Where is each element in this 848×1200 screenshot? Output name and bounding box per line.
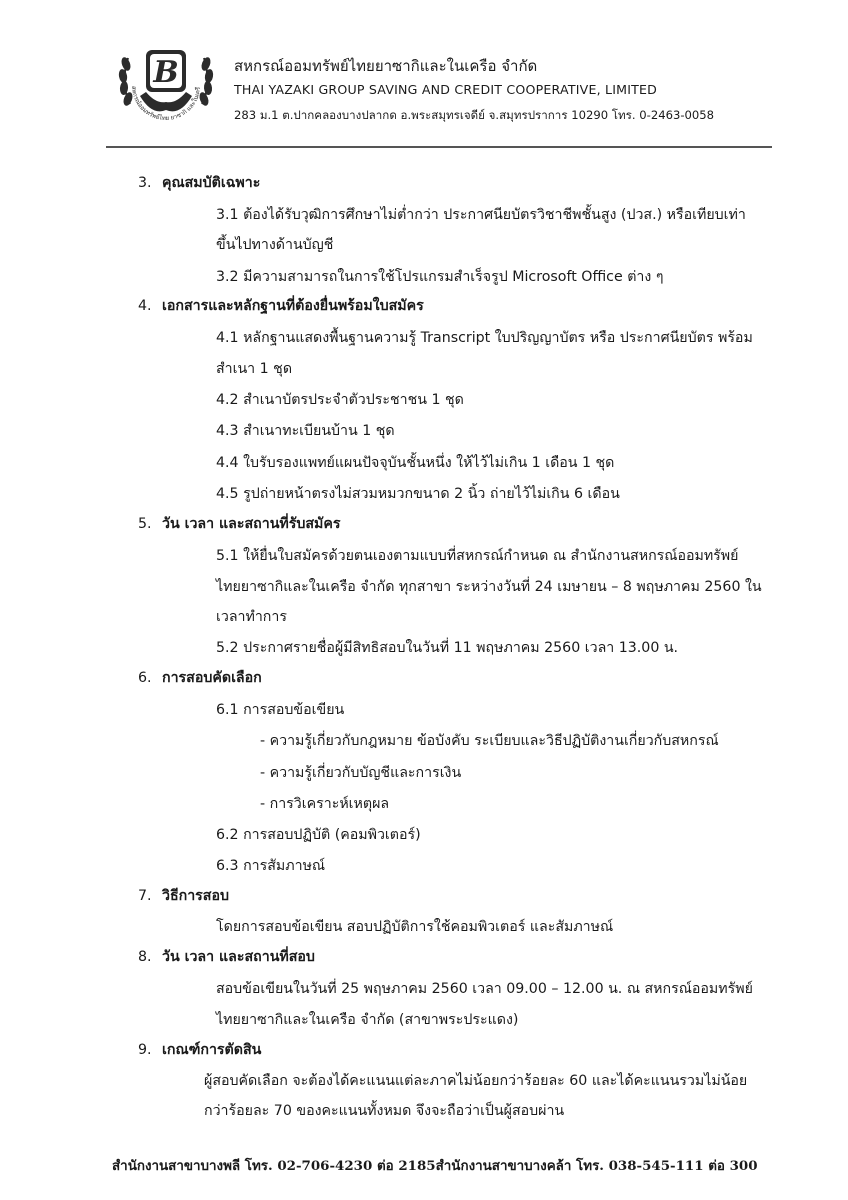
item-4-3: 4.3 สำเนาทะเบียนบ้าน 1 ชุด	[216, 423, 395, 439]
section-7-title: วิธีการสอบ	[162, 888, 229, 904]
header-divider	[106, 146, 772, 148]
item-6-1-bullet-3: - การวิเคราะห์เหตุผล	[260, 796, 390, 812]
item-3-1-cont: ขึ้นไปทางด้านบัญชี	[216, 237, 334, 253]
section-3-title: คุณสมบัติเฉพาะ	[162, 175, 261, 191]
item-5-2: 5.2 ประกาศรายชื่อผู้มีสิทธิสอบในวันที่ 11 พฤษภาคม 2560 เวลา 13.00 น.	[216, 640, 679, 656]
item-3-2: 3.2 มีความสามารถในการใช้โปรแกรมสำเร็จรูป Microsoft Office ต่าง ๆ	[216, 269, 664, 285]
item-3-1: 3.1 ต้องได้รับวุฒิการศึกษาไม่ต่ำกว่า ประกาศนียบัตรวิชาชีพชั้นสูง (ปวส.) หรือเทียบเท่า	[216, 207, 746, 223]
logo-ring-text: สหกรณ์ออมทรัพย์ไทย ยาซากิ และในเครื	[129, 85, 203, 123]
org-name-thai: สหกรณ์ออมทรัพย์ไทยยาซากิและในเครือ จำกัด	[234, 57, 538, 75]
org-name-english: THAI YAZAKI GROUP SAVING AND CREDIT COOPERATIVE, LIMITED	[234, 82, 658, 97]
section-3-number: 3.	[138, 175, 152, 191]
section-6-number: 6.	[138, 670, 152, 686]
section-9-body-line-2: กว่าร้อยละ 70 ของคะแนนทั้งหมด จึงจะถือว่าเป็นผู้สอบผ่าน	[204, 1103, 565, 1119]
section-8-body-line-1: สอบข้อเขียนในวันที่ 25 พฤษภาคม 2560 เวลา 09.00 – 12.00 น. ณ สหกรณ์ออมทรัพย์	[216, 981, 753, 997]
section-6-title: การสอบคัดเลือก	[162, 670, 262, 686]
item-4-5: 4.5 รูปถ่ายหน้าตรงไม่สวมหมวกขนาด 2 นิ้ว ถ่ายไว้ไม่เกิน 6 เดือน	[216, 486, 620, 502]
item-6-1-bullet-1: - ความรู้เกี่ยวกับกฎหมาย ข้อบังคับ ระเบียบและวิธีปฏิบัติงานเกี่ยวกับสหกรณ์	[260, 733, 719, 749]
org-address: 283 ม.1 ต.ปากคลองบางปลากด อ.พระสมุทรเจดีย์ จ.สมุทรปราการ 10290 โทร. 0-2463-0058	[234, 108, 715, 122]
item-6-2: 6.2 การสอบปฏิบัติ (คอมพิวเตอร์)	[216, 827, 421, 843]
section-8-title: วัน เวลา และสถานที่สอบ	[162, 949, 315, 965]
section-4-number: 4.	[138, 298, 152, 314]
section-8-body-line-2: ไทยยาซากิและในเครือ จำกัด (สาขาพระประแดง)	[216, 1012, 519, 1028]
section-5-title: วัน เวลา และสถานที่รับสมัคร	[162, 516, 341, 532]
item-5-1: 5.1 ให้ยื่นใบสมัครด้วยตนเองตามแบบที่สหกรณ์กำหนด ณ สำนักงานสหกรณ์ออมทรัพย์	[216, 548, 739, 564]
section-5-number: 5.	[138, 516, 152, 532]
section-9-body-line-1: ผู้สอบคัดเลือก จะต้องได้คะแนนแต่ละภาคไม่น้อยกว่าร้อยละ 60 และได้คะแนนรวมไม่น้อย	[204, 1073, 748, 1089]
section-9-title: เกณฑ์การตัดสิน	[162, 1042, 262, 1058]
section-4-title: เอกสารและหลักฐานที่ต้องยื่นพร้อมใบสมัคร	[162, 298, 424, 314]
item-4-1-cont: สำเนา 1 ชุด	[216, 361, 293, 377]
item-4-4: 4.4 ใบรับรองแพทย์แผนปัจจุบันชั้นหนึ่ง ให้ไว้ไม่เกิน 1 เดือน 1 ชุด	[216, 455, 615, 471]
item-6-3: 6.3 การสัมภาษณ์	[216, 858, 326, 874]
item-6-1: 6.1 การสอบข้อเขียน	[216, 702, 345, 718]
cooperative-logo	[112, 34, 220, 134]
item-4-1: 4.1 หลักฐานแสดงพื้นฐานความรู้ Transcript ใบปริญญาบัตร หรือ ประกาศนียบัตร พร้อม	[216, 330, 753, 346]
section-7-number: 7.	[138, 888, 152, 904]
footer-contacts: สำนักงานสาขาบางพลี โทร. 02-706-4230 ต่อ 2185สำนักงานสาขาบางคล้า โทร. 038-545-111 ต่อ 300	[112, 1158, 758, 1174]
logo-letter: B	[153, 55, 179, 90]
item-5-1-cont: ไทยยาซากิและในเครือ จำกัด ทุกสาขา ระหว่างวันที่ 24 เมษายน – 8 พฤษภาคม 2560 ใน	[216, 579, 762, 595]
section-9-number: 9.	[138, 1042, 152, 1058]
item-5-1-cont2: เวลาทำการ	[216, 609, 287, 625]
section-8-number: 8.	[138, 949, 152, 965]
section-7-body: โดยการสอบข้อเขียน สอบปฏิบัติการใช้คอมพิวเตอร์ และสัมภาษณ์	[216, 919, 614, 935]
item-4-2: 4.2 สำเนาบัตรประจำตัวประชาชน 1 ชุด	[216, 392, 464, 408]
item-6-1-bullet-2: - ความรู้เกี่ยวกับบัญชีและการเงิน	[260, 765, 462, 781]
